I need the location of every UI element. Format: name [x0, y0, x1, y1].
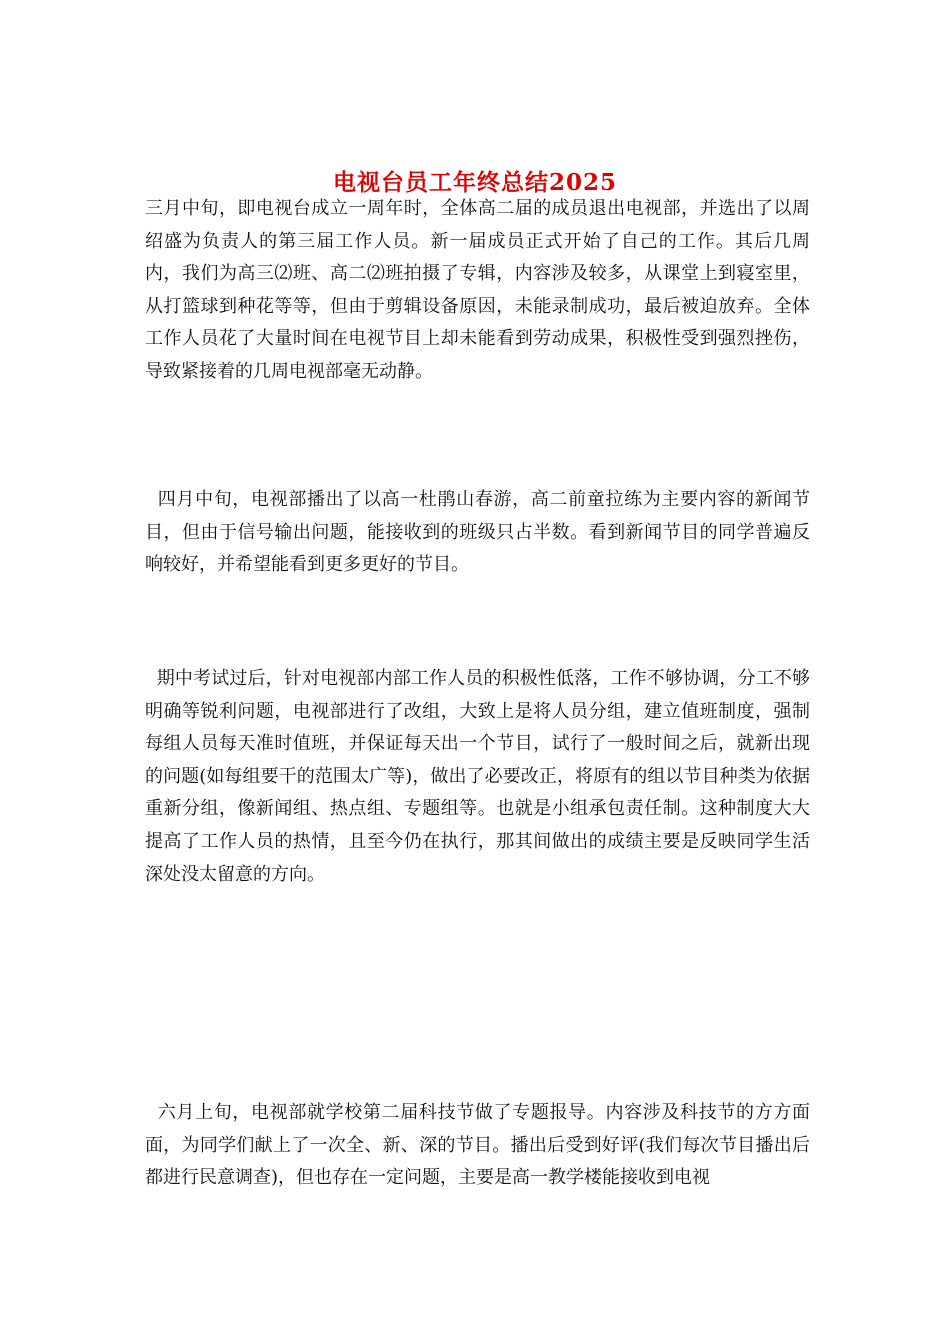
paragraph-april: 四月中旬，电视部播出了以高一杜鹃山春游，高二前童拉练为主要内容的新闻节目，但由于信号输出问题，能接收到的班级只占半数。看到新闻节目的同学普遍反响较好，并希望能看到更多更好的节目。 — [145, 489, 811, 576]
paragraph-june: 六月上旬，电视部就学校第二届科技节做了专题报导。内容涉及科技节的方方面面，为同学们献上了一次全、新、深的节目。播出后受到好评(我们每次节目播出后都进行民意调查)，但也存在一定问题，主要是高一教学楼能接收到电视 — [145, 1102, 811, 1189]
paragraph-midterm: 期中考试过后，针对电视部内部工作人员的积极性低落，工作不够协调，分工不够明确等锐利问题，电视部进行了改组，大致上是将人员分组，建立值班制度，强制每组人员每天准时值班，并保证每天出一个节目，试行了一般时间之后，就新出现的问题(如每组要干的范围太广等)，做出了必要改正，将原有的组以节目种类为依据重新分组，像新闻组、热点组、专题组等。也就是小组承包责任制。这种制度大大提高了工作人员的热情，且至今仍在执行，那其间做出的成绩主要是反映同学生活深处没太留意的方向。 — [145, 668, 810, 885]
document-title: 电视台员工年终总结2025 — [332, 169, 617, 197]
paragraph-march: 三月中旬，即电视台成立一周年时，全体高二届的成员退出电视部，并选出了以周绍盛为负责人的第三届工作人员。新一届成员正式开始了自己的工作。其后几周内，我们为高三⑵班、高二⑵班拍摄了专辑，内容涉及较多，从课堂上到寝室里，从打篮球到种花等等，但由于剪辑设备原因，未能录制成功，最后被迫放弃。全体工作人员花了大量时间在电视节目上却未能看到劳动成果，积极性受到强烈挫伤，导致紧接着的几周电视部毫无动静。 — [145, 198, 810, 382]
